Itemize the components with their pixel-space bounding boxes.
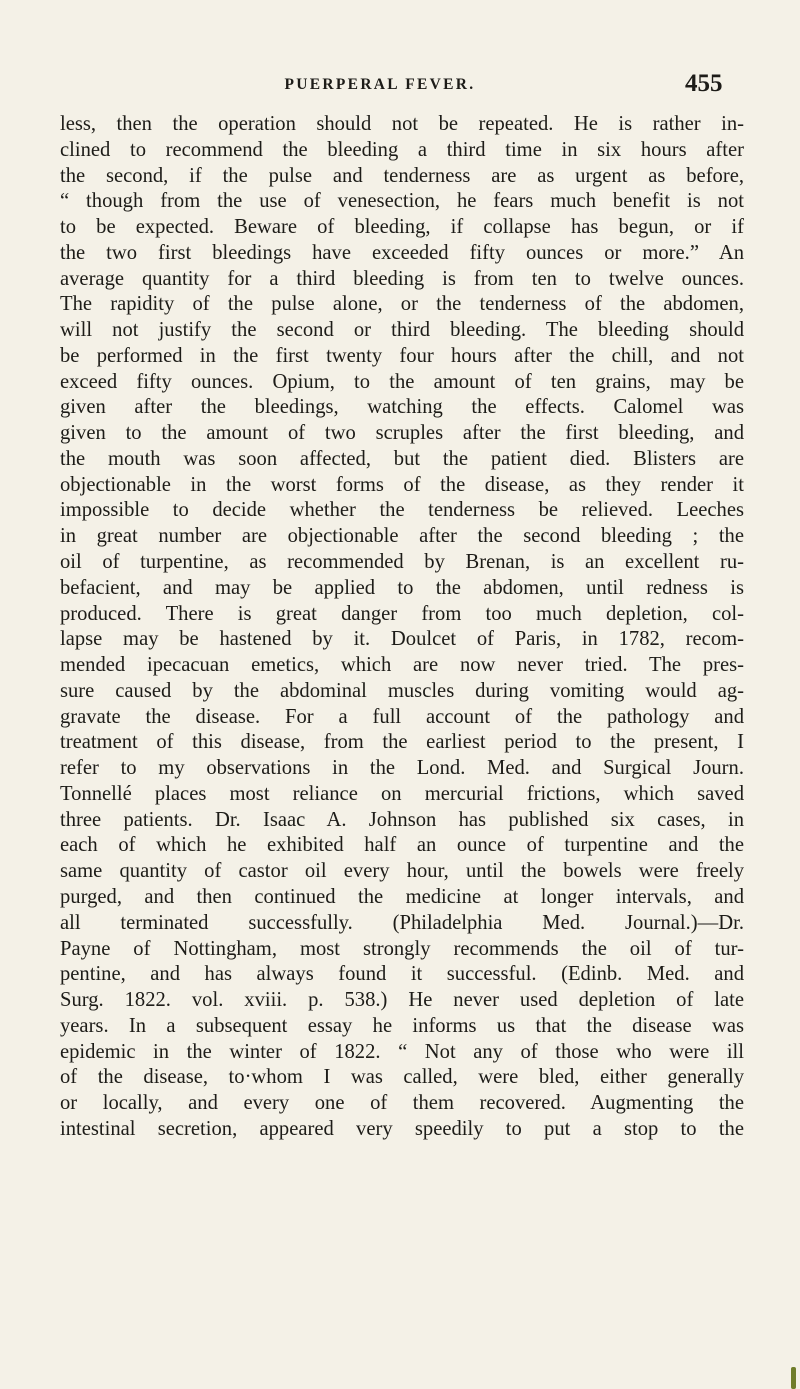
text-line: treatment of this disease, from the earliest period to the present, I [60, 731, 744, 754]
text-line: sure caused by the abdominal muscles during vomiting would ag- [60, 679, 744, 702]
text-line: the second, if the pulse and tenderness are as urgent as before, [60, 164, 744, 187]
text-line: average quantity for a third bleeding is from ten to twelve ounces. [60, 267, 744, 290]
text-line: in great number are objectionable after the second bleeding ; the [60, 525, 744, 548]
text-line: Surg. 1822. vol. xviii. p. 538.) He never used depletion of late [60, 989, 744, 1012]
text-line: same quantity of castor oil every hour, until the bowels were freely [60, 860, 744, 883]
text-line: purged, and then continued the medicine at longer intervals, and [60, 885, 744, 908]
text-line: less, then the operation should not be repeated. He is rather in- [60, 113, 744, 135]
text-line: will not justify the second or third bleeding. The bleeding should [60, 319, 744, 342]
text-line: Tonnellé places most reliance on mercurial frictions, which saved [60, 782, 744, 805]
text-line: The rapidity of the pulse alone, or the tenderness of the abdomen, [60, 293, 744, 316]
page-number: 455 [685, 70, 723, 97]
text-line: intestinal secretion, appeared very speedily to put a stop to the [60, 1117, 744, 1140]
text-line: all terminated successfully. (Philadelphia Med. Journal.)—Dr. [60, 911, 744, 934]
text-line: three patients. Dr. Isaac A. Johnson has published six cases, in [60, 808, 744, 831]
text-line: the mouth was soon affected, but the patient died. Blisters are [60, 447, 744, 470]
text-line: exceed fifty ounces. Opium, to the amount of ten grains, may be [60, 370, 744, 393]
text-line: to be expected. Beware of bleeding, if collapse has begun, or if [60, 216, 744, 239]
text-line: befacient, and may be applied to the abdomen, until redness is [60, 576, 744, 599]
text-line: oil of turpentine, as recommended by Brenan, is an excellent ru- [60, 551, 744, 574]
text-line: gravate the disease. For a full account of the pathology and [60, 705, 744, 728]
text-line: Payne of Nottingham, most strongly recommends the oil of tur- [60, 937, 744, 960]
text-line: refer to my observations in the Lond. Med. and Surgical Journ. [60, 757, 744, 780]
text-line: mended ipecacuan emetics, which are now never tried. The pres- [60, 654, 744, 677]
text-line: the two first bleedings have exceeded fifty ounces or more.” An [60, 241, 744, 264]
text-line: impossible to decide whether the tenderness be relieved. Leeches [60, 499, 744, 522]
text-line: epidemic in the winter of 1822. “ Not any of those who were ill [60, 1040, 744, 1063]
text-line: be performed in the first twenty four hours after the chill, and not [60, 344, 744, 367]
body-text [60, 112, 744, 1143]
running-header: PUERPERAL FEVER. [284, 76, 476, 93]
text-line: clined to recommend the bleeding a third time in six hours after [60, 138, 744, 161]
text-line: given after the bleedings, watching the effects. Calomel was [60, 396, 744, 419]
text-line: years. In a subsequent essay he informs us that the disease was [60, 1014, 744, 1037]
text-line: each of which he exhibited half an ounce of turpentine and the [60, 834, 744, 857]
text-line: or locally, and every one of them recovered. Augmenting the [60, 1092, 744, 1115]
page-edge-mark [791, 1367, 796, 1389]
text-line: “ though from the use of venesection, he fears much benefit is not [60, 190, 744, 213]
text-line: produced. There is great danger from too much depletion, col- [60, 602, 744, 625]
text-line: given to the amount of two scruples after the first bleeding, and [60, 422, 744, 445]
text-line: lapse may be hastened by it. Doulcet of Paris, in 1782, recom- [60, 628, 744, 651]
text-line: objectionable in the worst forms of the disease, as they render it [60, 473, 744, 496]
text-line: pentine, and has always found it successful. (Edinb. Med. and [60, 963, 744, 986]
text-line: of the disease, to·whom I was called, were bled, either generally [60, 1066, 744, 1089]
